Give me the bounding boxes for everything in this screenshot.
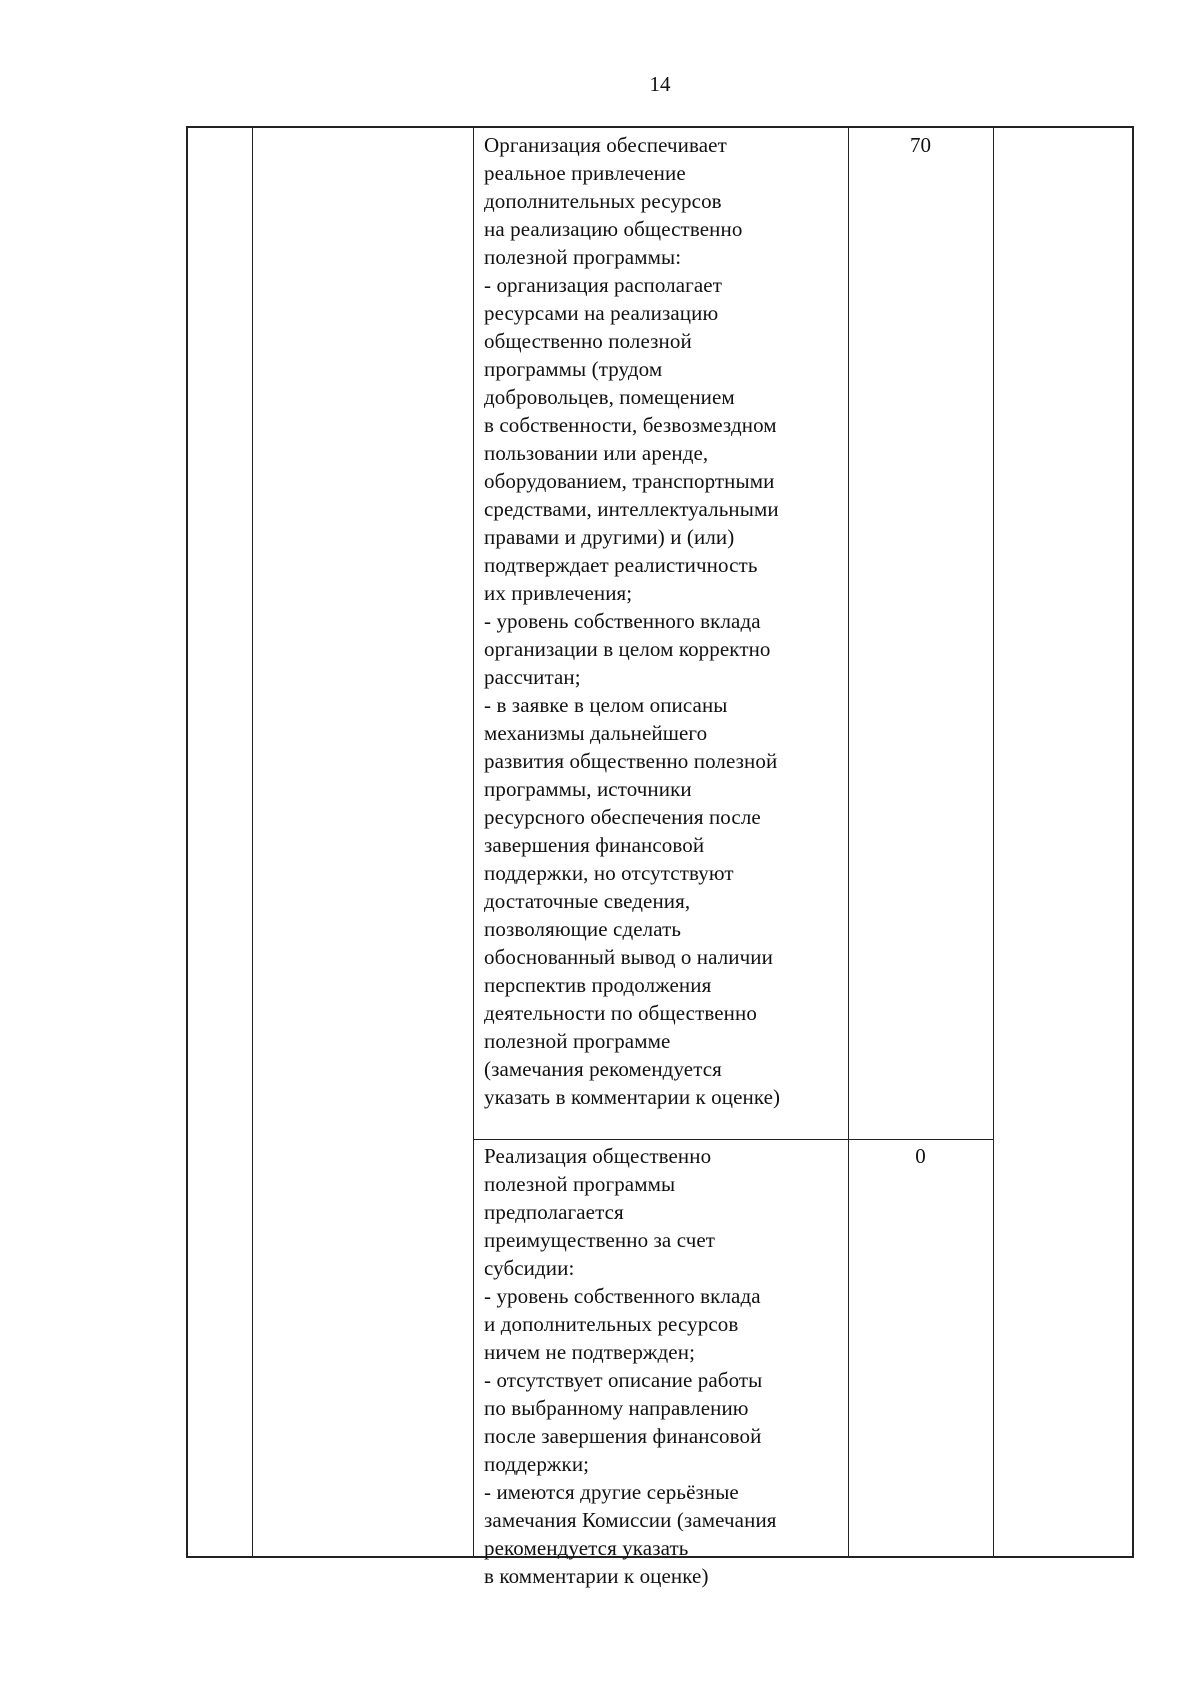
criterion-score: 70 xyxy=(910,133,931,157)
criterion-score: 0 xyxy=(915,1144,926,1168)
page-number: 14 xyxy=(649,72,671,96)
column-divider-2 xyxy=(473,128,474,1556)
column-divider-4 xyxy=(993,128,994,1556)
criteria-table xyxy=(186,126,1134,1588)
criterion-description: Реализация общественно полезной программы предполагается преимущественно за счет субсидии: - уровень собственного вклада и дополнительных ресурсов ничем не подтвержден; - отсутствует описание работы по выбранному направлению после завершения финансовой поддержки; - имеются другие серьёзные замечания Комиссии (замечания рекомендуется указать в комментарии к оценке) xyxy=(484,1144,777,1588)
column-divider-3 xyxy=(848,128,849,1556)
criterion-description: Организация обеспечивает реальное привлечение дополнительных ресурсов на реализацию общественно полезной программы: - организация располагает ресурсами на реализацию общественно полезной программы (трудом добровольцев, помещением в собственности, безвозмездном пользовании или аренде, оборудованием, транспортными средствами, интеллектуальными правами и другими) и (или) подтверждает реалистичность их привлечения; - уровень собственного вклада организации в целом корректно рассчитан; - в заявке в целом описаны механизмы дальнейшего развития общественно полезной программы, источники ресурсного обеспечения после завершения финансовой поддержки, но отсутствуют достаточные сведения, позволяющие сделать обоснованный вывод о наличии перспектив продолжения деятельности по общественно полезной программе (замечания рекомендуется указать в комментарии к оценке) xyxy=(484,133,781,1109)
row-divider xyxy=(473,1139,994,1140)
column-divider-1 xyxy=(252,128,253,1556)
